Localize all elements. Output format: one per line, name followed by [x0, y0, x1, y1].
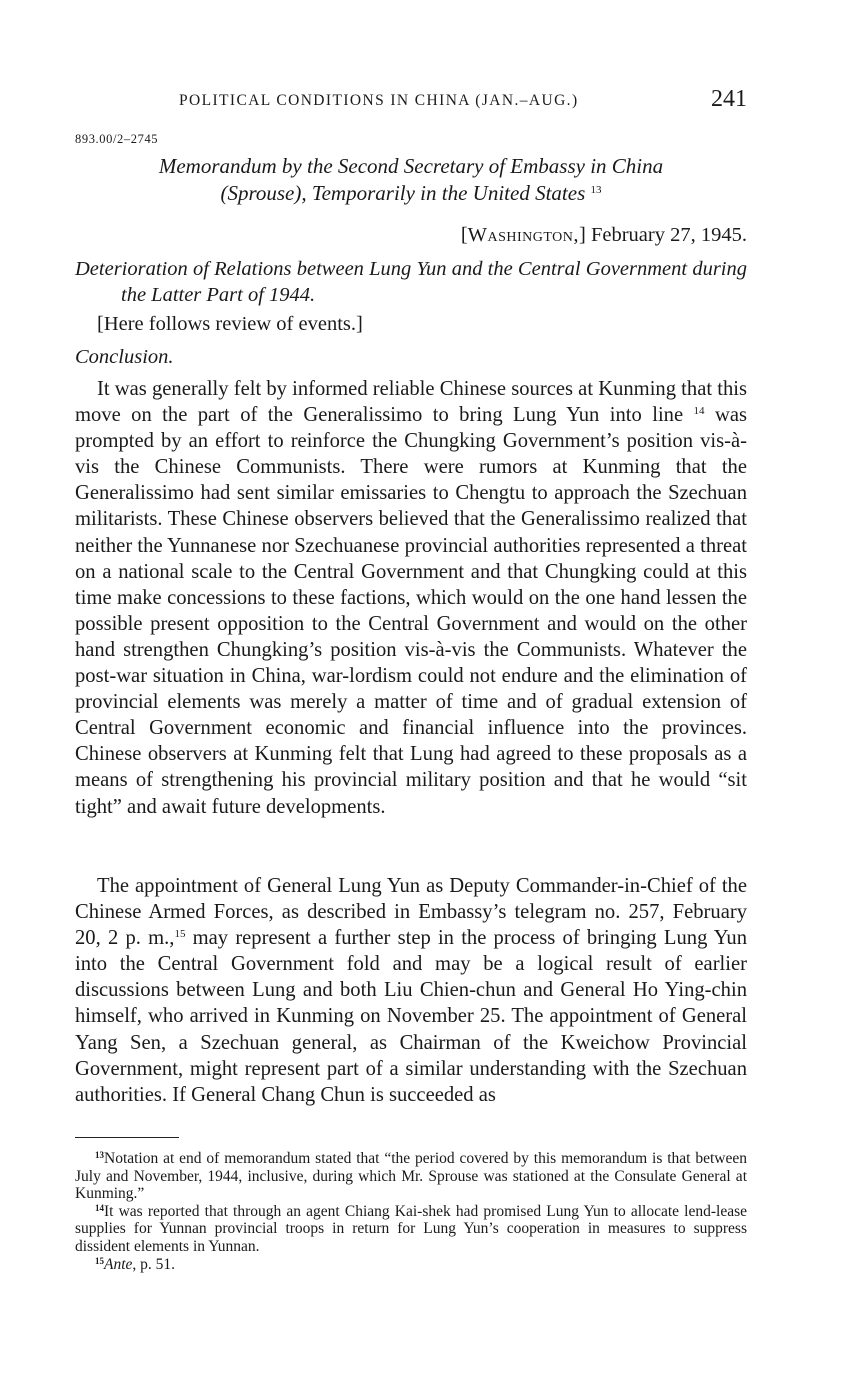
running-title: POLITICAL CONDITIONS IN CHINA (JAN.–AUG.): [179, 92, 579, 109]
footnotes: [75, 1150, 747, 1273]
footnote-ref-15: 15: [174, 928, 186, 941]
footnote-15-number: 15: [95, 1255, 104, 1266]
footnote-15: [75, 1256, 747, 1274]
footnote-15-text: , p. 51.: [132, 1255, 176, 1273]
footnote-14: [75, 1203, 747, 1256]
file-number: 893.00/2–2745: [75, 132, 159, 146]
footnote-13: [75, 1150, 747, 1203]
editorial-note: [Here follows review of events.]: [97, 313, 363, 335]
footnote-14-text: It was reported that through an agent Chiang Kai-shek had promised Lung Yun to allocate lend-lease supplies for Yunnan provincial troops in return for Lung Yun’s cooperation in measures to suppress dissident elements in Yunnan.: [75, 1202, 747, 1255]
memo-title-line-2-text: (Sprouse), Temporarily in the United States: [220, 181, 586, 205]
footnote-divider: [75, 1137, 179, 1138]
dateline-open: [: [460, 224, 468, 246]
footnote-13-text: Notation at end of memorandum stated that “the period covered by this memorandum is that between July and November, 1944, inclusive, during which Mr. Sprouse was stationed at the Consulate General at Kunming.”: [75, 1150, 747, 1203]
memo-title-line-2: [75, 180, 747, 207]
memo-subject: Deterioration of Relations between Lung Yun and the Central Government during the Latter Part of 1944.: [75, 258, 747, 306]
dateline-place: Washington,: [467, 224, 580, 246]
p1-text-b: was prompted by an effort to reinforce the Chungking Government’s position vis-à-vis the Chinese Communists. There were rumors at Kunming that the Generalissimo had sent similar emissaries to Chengtu to approach the Szechuan militarists. These Chinese observers believed that the Generalissimo realized that neither the Yunnanese nor Szechuanese provincial authorities represented a threat on a national scale to the Central Government and that Chungking could at this time make concessions to these factions, which would on the one hand lessen the possible present opposition to the Central Government and would on the other hand strengthen Chungking’s position vis-à-vis the Communists. Whatever the post-war situation in China, war-lordism could not endure and the elimination of provincial elements was merely a matter of time and of gradual extension of Central Government economic and financial influence into the provinces. Chinese observers at Kunming felt that Lung had agreed to these proposals as a means of strengthening his provincial military position and that he would “sit tight” and await future developments.: [75, 404, 747, 818]
footnote-13-number: 13: [95, 1150, 104, 1160]
section-heading: Conclusion.: [75, 346, 174, 368]
footnote-ref-13: 13: [590, 184, 602, 196]
p1-text-a: It was generally felt by informed reliable Chinese sources at Kunming that this move on the part of the Generalissimo to bring Lung Yun into line: [75, 378, 747, 427]
p2-text-b: may represent a further step in the process of bringing Lung Yun into the Central Government fold and may be a logical result of earlier discussions between Lung and both Liu Chien-chun and General Ho Ying-chin himself, who arrived in Kunming on November 25. The appointment of General Yang Sen, a Szechuan general, as Chairman of the Kweichow Provincial Government, might represent part of a similar understanding with the Szechuan authorities. If General Chang Chun is succeeded as: [75, 927, 747, 1106]
dateline: [461, 224, 747, 247]
p2-text-a: The appointment of General Lung Yun as Deputy Commander-in-Chief of the Chinese Armed Forces, as described in Embassy’s telegram no. 257, February 20, 2 p. m.,: [75, 875, 747, 950]
memo-title: [75, 153, 747, 207]
body-paragraph-1: [75, 376, 747, 820]
page-number: 241: [711, 86, 747, 112]
footnote-14-number: 14: [95, 1202, 104, 1213]
memo-title-line-1: Memorandum by the Second Secretary of Embassy in China: [158, 154, 664, 178]
footnote-ref-14: 14: [693, 405, 705, 418]
footnote-15-ante: Ante: [104, 1255, 133, 1273]
dateline-date: ] February 27, 1945.: [579, 224, 747, 246]
running-header: [75, 86, 747, 116]
body-paragraph-2: [75, 873, 747, 1108]
